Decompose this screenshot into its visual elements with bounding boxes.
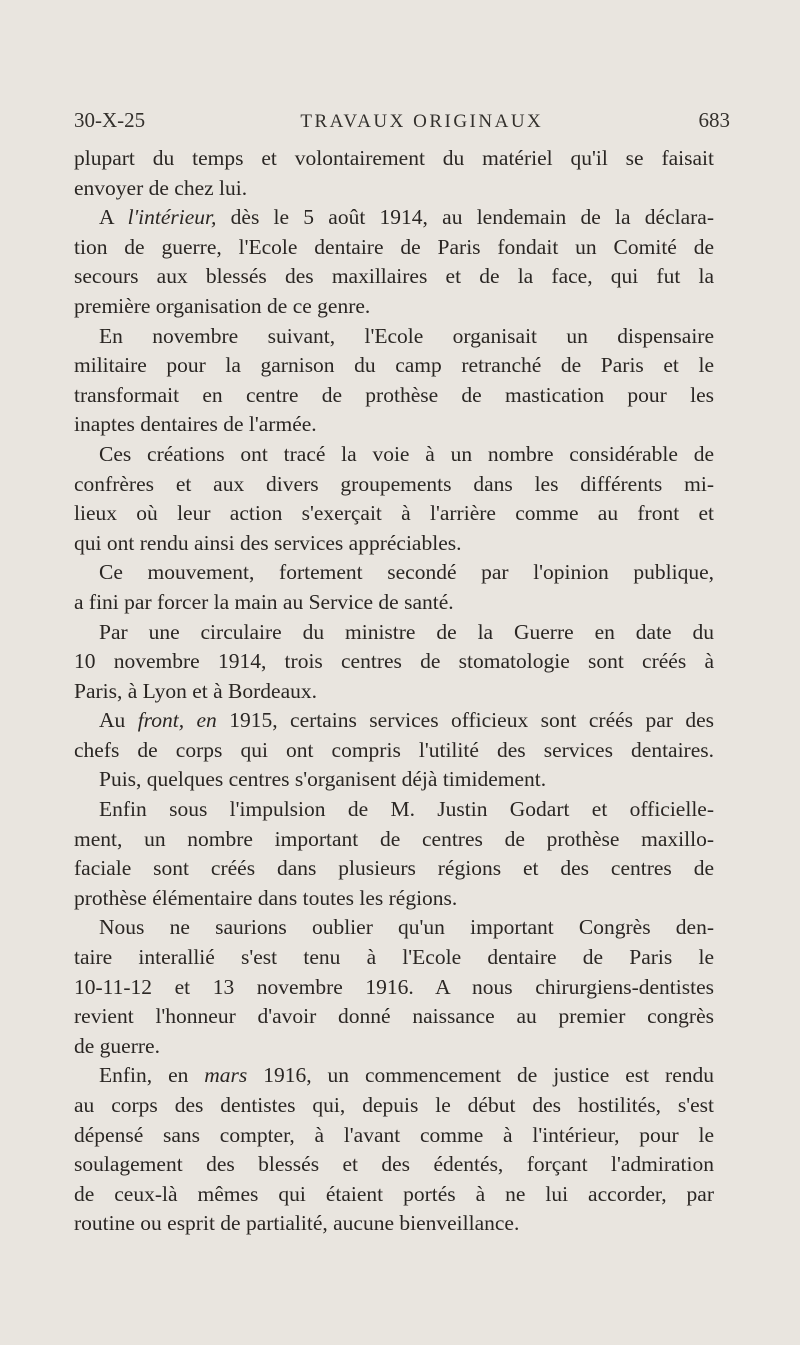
text-line [74,1150,714,1180]
text-line [74,292,714,322]
text-line [74,233,714,263]
line-text: confrères et aux divers groupements dans les différents mi- [74,471,714,496]
line-text: chefs de corps qui ont compris l'utilité des services dentaires. [74,737,714,762]
line-text: Ces créations ont tracé la voie à un nombre considérable de [99,441,714,466]
line-text: plupart du temps et volontairement du matériel qu'il se faisait [74,146,714,170]
line-text: Paris, à Lyon et à Bordeaux. [74,678,318,703]
text-line [74,262,714,292]
text-line [74,1180,714,1210]
line-text: Enfin sous l'impulsion de M. Justin Godart et officielle- [99,797,714,822]
text-line [74,913,714,943]
text-line [74,499,714,529]
text-line [74,529,714,559]
line-text: 10 novembre 1914, trois centres de stomatologie sont créés à [74,649,714,674]
line-text: 1916, un commencement de justice est rendu [247,1063,714,1088]
line-text: faciale sont créés dans plusieurs régions et des centres de [74,856,714,881]
line-text: envoyer de chez lui. [74,175,248,200]
line-text: première organisation de ce genre. [74,293,371,318]
text-line [74,795,714,825]
text-line [74,558,714,588]
running-head [74,108,730,138]
line-prefix: A [99,205,128,230]
page-number: 683 [698,108,730,132]
line-text: a fini par forcer la main au Service de santé. [74,589,454,614]
text-line [74,1091,714,1121]
line-text: militaire pour la garnison du camp retranché de Paris et le [74,353,714,378]
text-line [74,706,714,736]
text-line [74,1121,714,1151]
line-text: ment, un nombre important de centres de prothèse maxillo- [74,826,714,851]
text-line [74,647,714,677]
italic-phrase: front, en [137,708,217,733]
line-text: dépensé sans compter, à l'avant comme à l'intérieur, pour le [74,1122,714,1147]
line-text: inaptes dentaires de l'armée. [74,412,317,437]
text-line [74,736,714,766]
line-text: Ce mouvement, fortement secondé par l'opinion publique, [99,560,714,585]
text-line [74,1061,714,1091]
text-line [74,144,714,174]
line-text: 10-11-12 et 13 novembre 1916. A nous chirurgiens-dentistes [74,974,714,999]
line-text: En novembre suivant, l'Ecole organisait un dispensaire [99,323,714,348]
body-text [74,144,714,1239]
text-line [74,765,714,795]
line-text: Par une circulaire du ministre de la Guerre en date du [99,619,714,644]
text-line [74,884,714,914]
text-line [74,677,714,707]
line-text: Puis, quelques centres s'organisent déjà timidement. [99,767,547,792]
line-text: transformait en centre de prothèse de mastication pour les [74,382,714,407]
line-text: qui ont rendu ainsi des services appréciables. [74,530,462,555]
line-text: Nous ne saurions oublier qu'un important Congrès den- [99,915,714,940]
text-line [74,1209,714,1239]
text-line [74,203,714,233]
text-line [74,588,714,618]
line-text: tion de guerre, l'Ecole dentaire de Paris fondait un Comité de [74,234,714,259]
line-text: prothèse élémentaire dans toutes les régions. [74,885,458,910]
italic-phrase: mars [204,1063,248,1088]
line-text: taire interallié s'est tenu à l'Ecole dentaire de Paris le [74,945,714,970]
text-line [74,825,714,855]
line-text: revient l'honneur d'avoir donné naissance au premier congrès [74,1004,714,1029]
text-line [74,854,714,884]
line-prefix: Enfin, en [99,1063,205,1088]
line-text: au corps des dentistes qui, depuis le début des hostilités, s'est [74,1093,714,1117]
line-text: 1915, certains services officieux sont créés par des [216,708,714,733]
text-line [74,410,714,440]
header-title: TRAVAUX ORIGINAUX [300,111,544,132]
text-line [74,973,714,1003]
text-line [74,618,714,648]
line-text: secours aux blessés des maxillaires et de la face, qui fut la [74,264,714,289]
text-line [74,440,714,470]
text-line [74,943,714,973]
text-line [74,351,714,381]
line-text: de ceux-là mêmes qui étaient portés à ne lui accorder, par [74,1181,714,1206]
line-text: lieux où leur action s'exerçait à l'arrière comme au front et [74,501,714,526]
line-text: de guerre. [74,1033,160,1058]
header-date: 30-X-25 [74,108,146,132]
line-text: soulagement des blessés et des édentés, forçant l'admiration [74,1152,714,1177]
line-text: dès le 5 août 1914, au lendemain de la déclara- [216,205,715,230]
text-line [74,1002,714,1032]
italic-phrase: l'intérieur, [127,205,217,230]
text-line [74,470,714,500]
text-line [74,174,714,204]
text-line [74,1032,714,1062]
line-prefix: Au [99,708,138,733]
line-text: routine ou esprit de partialité, aucune bienveillance. [74,1211,520,1236]
text-line [74,381,714,411]
text-line [74,322,714,352]
